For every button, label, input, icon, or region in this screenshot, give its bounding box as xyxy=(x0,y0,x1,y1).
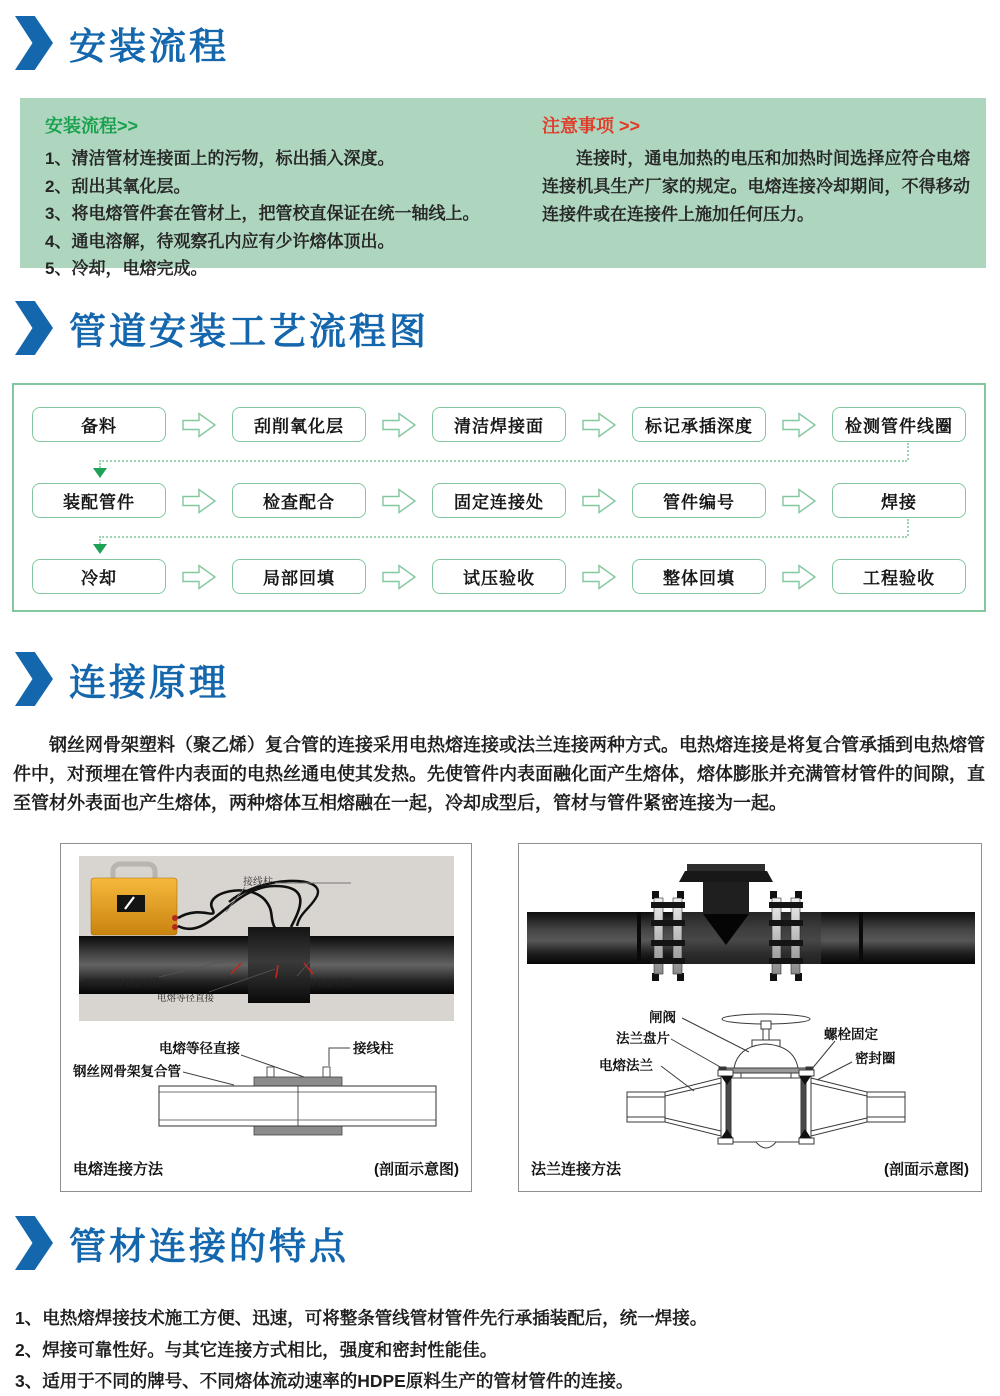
flow-row-2 xyxy=(14,483,984,518)
right-arrow-icon xyxy=(782,564,816,590)
flange-tee-render xyxy=(519,852,983,1004)
photo-label-left-pipe: 钢丝网骨架复合管 xyxy=(85,978,162,989)
flow-connector xyxy=(99,536,101,544)
right-arrow-icon xyxy=(582,488,616,514)
right-arrow-icon xyxy=(382,564,416,590)
flow-connector xyxy=(99,536,907,538)
flow-step-box: 焊接 xyxy=(832,483,966,518)
flow-step-box: 备料 xyxy=(32,407,166,442)
features-list xyxy=(15,1303,983,1396)
diagram-label-ef-flange: 电熔法兰 xyxy=(599,1058,653,1073)
right-arrow-icon xyxy=(182,488,216,514)
panel-caption-note: (剖面示意图) xyxy=(374,1161,459,1178)
right-arrow-icon xyxy=(182,412,216,438)
chevron-icon xyxy=(15,652,53,706)
diagram-label-coupling: 电熔等径直接 xyxy=(159,1041,240,1056)
install-step: 2、刮出其氧化层。 xyxy=(45,176,191,196)
diagram-label-valve: 闸阀 xyxy=(649,1010,676,1025)
right-arrow-icon xyxy=(582,412,616,438)
right-arrow-icon xyxy=(182,564,216,590)
flow-step-box: 冷却 xyxy=(32,559,166,594)
chevron-icon xyxy=(15,1216,53,1270)
section-title: 管材连接的特点 xyxy=(69,1226,349,1267)
section-header-principle xyxy=(15,652,229,706)
flow-step-box: 局部回填 xyxy=(232,559,366,594)
flow-connector xyxy=(99,460,101,468)
diagram-label-pipe: 钢丝网骨架复合管 xyxy=(73,1064,181,1079)
right-arrow-icon xyxy=(382,488,416,514)
notice-heading: 注意事项 >> xyxy=(542,116,641,136)
flow-step-box: 刮削氧化层 xyxy=(232,407,366,442)
flow-connector xyxy=(99,460,907,462)
notice-text: 连接时，通电加热的电压和加热时间选择应符合电熔连接机具生产厂家的规定。电熔连接冷却期间，不得移动连接件或在连接件上施加任何压力。 xyxy=(542,149,970,224)
section-title: 安装流程 xyxy=(69,26,229,67)
install-step: 1、清洁管材连接面上的污物，标出插入深度。 xyxy=(45,149,395,168)
electrofusion-photo xyxy=(79,856,454,1021)
install-steps-column xyxy=(45,112,527,283)
install-step: 4、通电溶解，待观察孔内应有少许熔体顶出。 xyxy=(45,231,395,251)
right-arrow-icon xyxy=(382,412,416,438)
install-step: 3、将电熔管件套在管材上，把管校直保证在统一轴线上。 xyxy=(45,204,480,223)
down-arrow-icon xyxy=(93,544,107,554)
flow-connector xyxy=(907,519,909,536)
panel-caption: 电熔连接方法 xyxy=(73,1161,164,1178)
feature-item: 2、焊接可靠性好。与其它连接方式相比，强度和密封性能佳。 xyxy=(15,1339,498,1360)
chevron-icon xyxy=(15,301,53,355)
flow-step-box: 检查配合 xyxy=(232,483,366,518)
photo-label-right-pipe: 钢丝网骨架复合管 xyxy=(277,978,354,989)
flow-row-1 xyxy=(14,407,984,442)
flow-step-box: 工程验收 xyxy=(832,559,966,594)
flow-step-box: 整体回填 xyxy=(632,559,766,594)
install-step: 5、冷却，电熔完成。 xyxy=(45,259,208,278)
panel-caption-note: (剖面示意图) xyxy=(884,1161,969,1178)
flow-step-box: 管件编号 xyxy=(632,483,766,518)
diagram-label-seal: 密封圈 xyxy=(855,1051,896,1066)
flow-step-box: 标记承插深度 xyxy=(632,407,766,442)
feature-item: 1、电热熔焊接技术施工方便、迅速，可将整条管线管材管件先行承插装配后，统一焊接。 xyxy=(15,1308,708,1328)
flow-step-box: 清洁焊接面 xyxy=(432,407,566,442)
install-info-box xyxy=(20,98,986,278)
section-header-flow-diagram xyxy=(15,301,429,355)
notice-column xyxy=(542,112,970,229)
install-steps-heading: 安装流程>> xyxy=(45,116,139,136)
diagram-label-flange-disc: 法兰盘片 xyxy=(616,1031,670,1046)
principle-paragraph: 钢丝网骨架塑料（聚乙烯）复合管的连接采用电热熔连接或法兰连接两种方式。电热熔连接是将复合管承插到电热熔管件中，对预埋在管件内表面的电热丝通电使其发热。先使管件内表面融化面产生熔体，熔体膨胀并充满管材管件的间隙，直至管材外表面也产生熔体，两种熔体互相熔融在一起，冷却成型后，管材与管件紧密连接为一起。 xyxy=(13,735,985,813)
process-flowchart xyxy=(12,383,986,612)
electrofusion-panel xyxy=(60,843,472,1192)
photo-label-coupling: 电熔等径直接 xyxy=(157,993,215,1004)
section-title: 管道安装工艺流程图 xyxy=(69,311,429,352)
section-header-install xyxy=(15,16,229,70)
diagram-label-terminal: 接线柱 xyxy=(353,1041,394,1056)
flow-step-box: 固定连接处 xyxy=(432,483,566,518)
chevron-icon xyxy=(15,16,53,70)
photo-label-terminal: 接线柱 xyxy=(243,877,273,888)
right-arrow-icon xyxy=(582,564,616,590)
flow-row-3 xyxy=(14,559,984,594)
flange-panel xyxy=(518,843,982,1192)
section-title: 连接原理 xyxy=(69,662,229,703)
flow-connector xyxy=(907,443,909,460)
section-header-features xyxy=(15,1216,349,1270)
flow-step-box: 试压验收 xyxy=(432,559,566,594)
panel-caption: 法兰连接方法 xyxy=(531,1161,622,1178)
electrofusion-section-diagram xyxy=(71,1024,463,1152)
down-arrow-icon xyxy=(93,468,107,478)
right-arrow-icon xyxy=(782,412,816,438)
right-arrow-icon xyxy=(782,488,816,514)
flow-step-box: 装配管件 xyxy=(32,483,166,518)
feature-item: 3、适用于不同的牌号、不同熔体流动速率的HDPE原料生产的管材管件的连接。 xyxy=(15,1371,634,1391)
flow-step-box: 检测管件线圈 xyxy=(832,407,966,442)
diagram-label-bolt: 螺栓固定 xyxy=(824,1027,878,1042)
flange-section-diagram xyxy=(519,1006,983,1164)
